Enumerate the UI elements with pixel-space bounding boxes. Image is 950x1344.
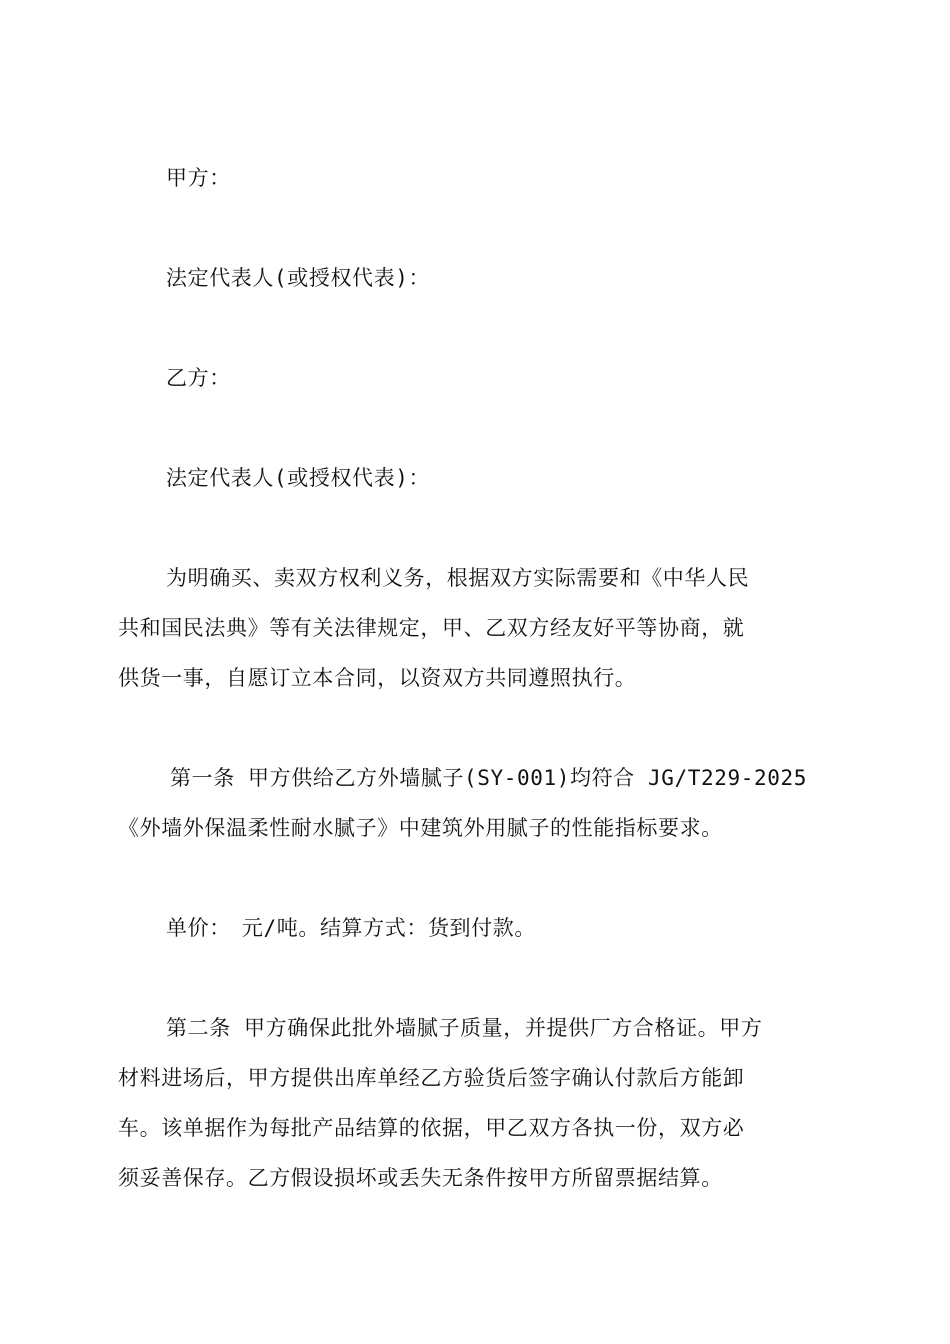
article-2-line: 材料进场后，甲方提供出库单经乙方验货后签字确认付款后方能卸: [118, 1066, 745, 1090]
preamble-line: 为明确买、卖双方权利义务，根据双方实际需要和《中华人民: [166, 566, 750, 590]
party-a-representative-label: 法定代表人(或授权代表)：: [166, 266, 431, 290]
article-1-line: 第一条 甲方供给乙方外墙腻子(SY-001)均符合 JG/T229-2025: [170, 766, 807, 790]
party-b-representative-label: 法定代表人(或授权代表)：: [166, 466, 431, 490]
unit-price-line: 单价： 元/吨。结算方式：货到付款。: [166, 916, 536, 940]
party-b-label: 乙方：: [166, 366, 231, 390]
article-1-line: 《外墙外保温柔性耐水腻子》中建筑外用腻子的性能指标要求。: [118, 816, 723, 840]
preamble-line: 共和国民法典》等有关法律规定，甲、乙双方经友好平等协商，就: [118, 616, 745, 640]
article-2-line: 须妥善保存。乙方假设损坏或丢失无条件按甲方所留票据结算。: [118, 1166, 723, 1190]
article-2-line: 车。该单据作为每批产品结算的依据，甲乙双方各执一份，双方必: [118, 1116, 745, 1140]
preamble-line: 供货一事，自愿订立本合同，以资双方共同遵照执行。: [118, 666, 637, 690]
article-2-line: 第二条 甲方确保此批外墙腻子质量，并提供厂方合格证。甲方: [166, 1016, 763, 1040]
party-a-label: 甲方：: [166, 166, 231, 190]
